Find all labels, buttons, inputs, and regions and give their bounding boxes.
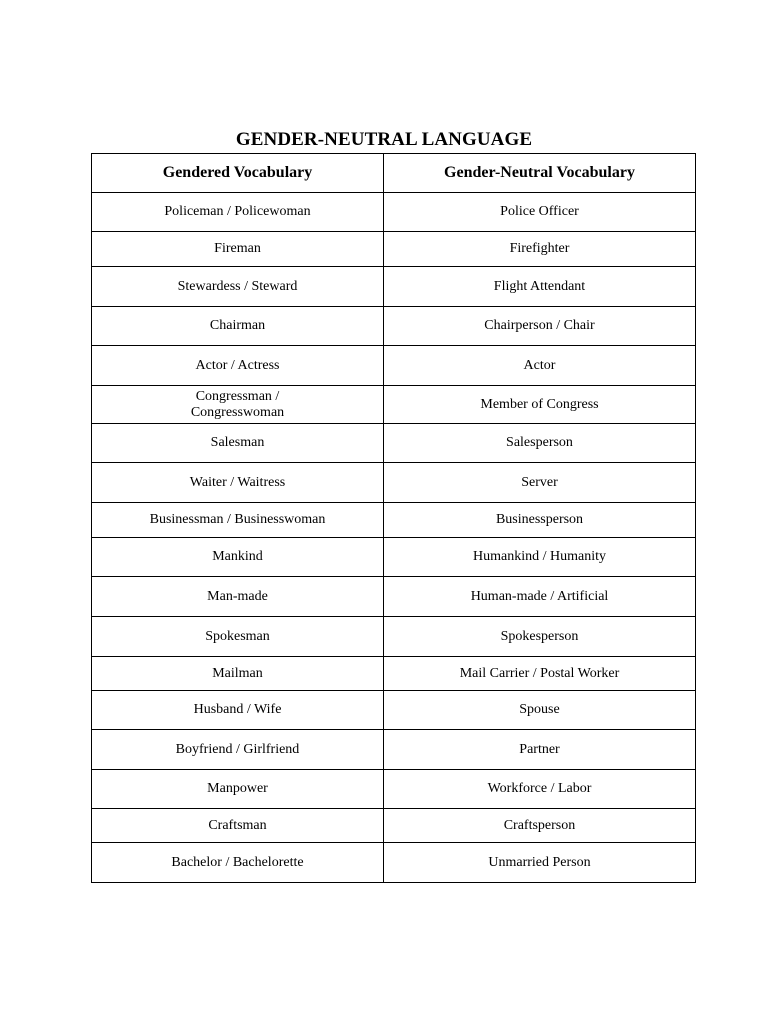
neutral-term: Member of Congress <box>384 386 696 424</box>
neutral-term: Server <box>384 463 696 503</box>
gendered-term: Mankind <box>92 538 384 577</box>
table-row <box>92 657 696 691</box>
neutral-term: Spouse <box>384 691 696 730</box>
neutral-term: Businessperson <box>384 503 696 538</box>
column-header-neutral: Gender-Neutral Vocabulary <box>384 154 696 193</box>
table-row <box>92 193 696 232</box>
neutral-term: Salesperson <box>384 424 696 463</box>
table-row <box>92 503 696 538</box>
gendered-term: Stewardess / Steward <box>92 267 384 307</box>
table-row <box>92 346 696 386</box>
neutral-term: Spokesperson <box>384 617 696 657</box>
table-header-row <box>92 154 696 193</box>
table-row <box>92 770 696 809</box>
gendered-term: Boyfriend / Girlfriend <box>92 730 384 770</box>
neutral-term: Humankind / Humanity <box>384 538 696 577</box>
neutral-term: Workforce / Labor <box>384 770 696 809</box>
neutral-term: Chairperson / Chair <box>384 307 696 346</box>
table-row <box>92 424 696 463</box>
gendered-term: Salesman <box>92 424 384 463</box>
gendered-term: Manpower <box>92 770 384 809</box>
gendered-term: Fireman <box>92 232 384 267</box>
gendered-term: Waiter / Waitress <box>92 463 384 503</box>
gendered-term: Bachelor / Bachelorette <box>92 843 384 883</box>
table-row <box>92 267 696 307</box>
neutral-term: Unmarried Person <box>384 843 696 883</box>
gendered-term: Congressman / Congresswoman <box>92 386 384 424</box>
table-row <box>92 843 696 883</box>
gendered-term: Husband / Wife <box>92 691 384 730</box>
table-row <box>92 730 696 770</box>
neutral-term: Police Officer <box>384 193 696 232</box>
table-row <box>92 307 696 346</box>
page-title: GENDER-NEUTRAL LANGUAGE <box>235 129 533 150</box>
gendered-term: Businessman / Businesswoman <box>92 503 384 538</box>
vocabulary-table <box>91 153 696 883</box>
table-row <box>92 577 696 617</box>
gendered-term: Mailman <box>92 657 384 691</box>
table-row <box>92 538 696 577</box>
gendered-term: Chairman <box>92 307 384 346</box>
column-header-gendered: Gendered Vocabulary <box>92 154 384 193</box>
neutral-term: Craftsperson <box>384 809 696 843</box>
gendered-term: Spokesman <box>92 617 384 657</box>
gendered-term: Man-made <box>92 577 384 617</box>
table-row <box>92 232 696 267</box>
table-row <box>92 691 696 730</box>
table-row <box>92 463 696 503</box>
neutral-term: Flight Attendant <box>384 267 696 307</box>
table-row <box>92 809 696 843</box>
neutral-term: Mail Carrier / Postal Worker <box>384 657 696 691</box>
table-row <box>92 617 696 657</box>
gendered-term: Policeman / Policewoman <box>92 193 384 232</box>
neutral-term: Human-made / Artificial <box>384 577 696 617</box>
neutral-term: Firefighter <box>384 232 696 267</box>
table-row <box>92 386 696 424</box>
gendered-term: Craftsman <box>92 809 384 843</box>
neutral-term: Partner <box>384 730 696 770</box>
gendered-term: Actor / Actress <box>92 346 384 386</box>
neutral-term: Actor <box>384 346 696 386</box>
